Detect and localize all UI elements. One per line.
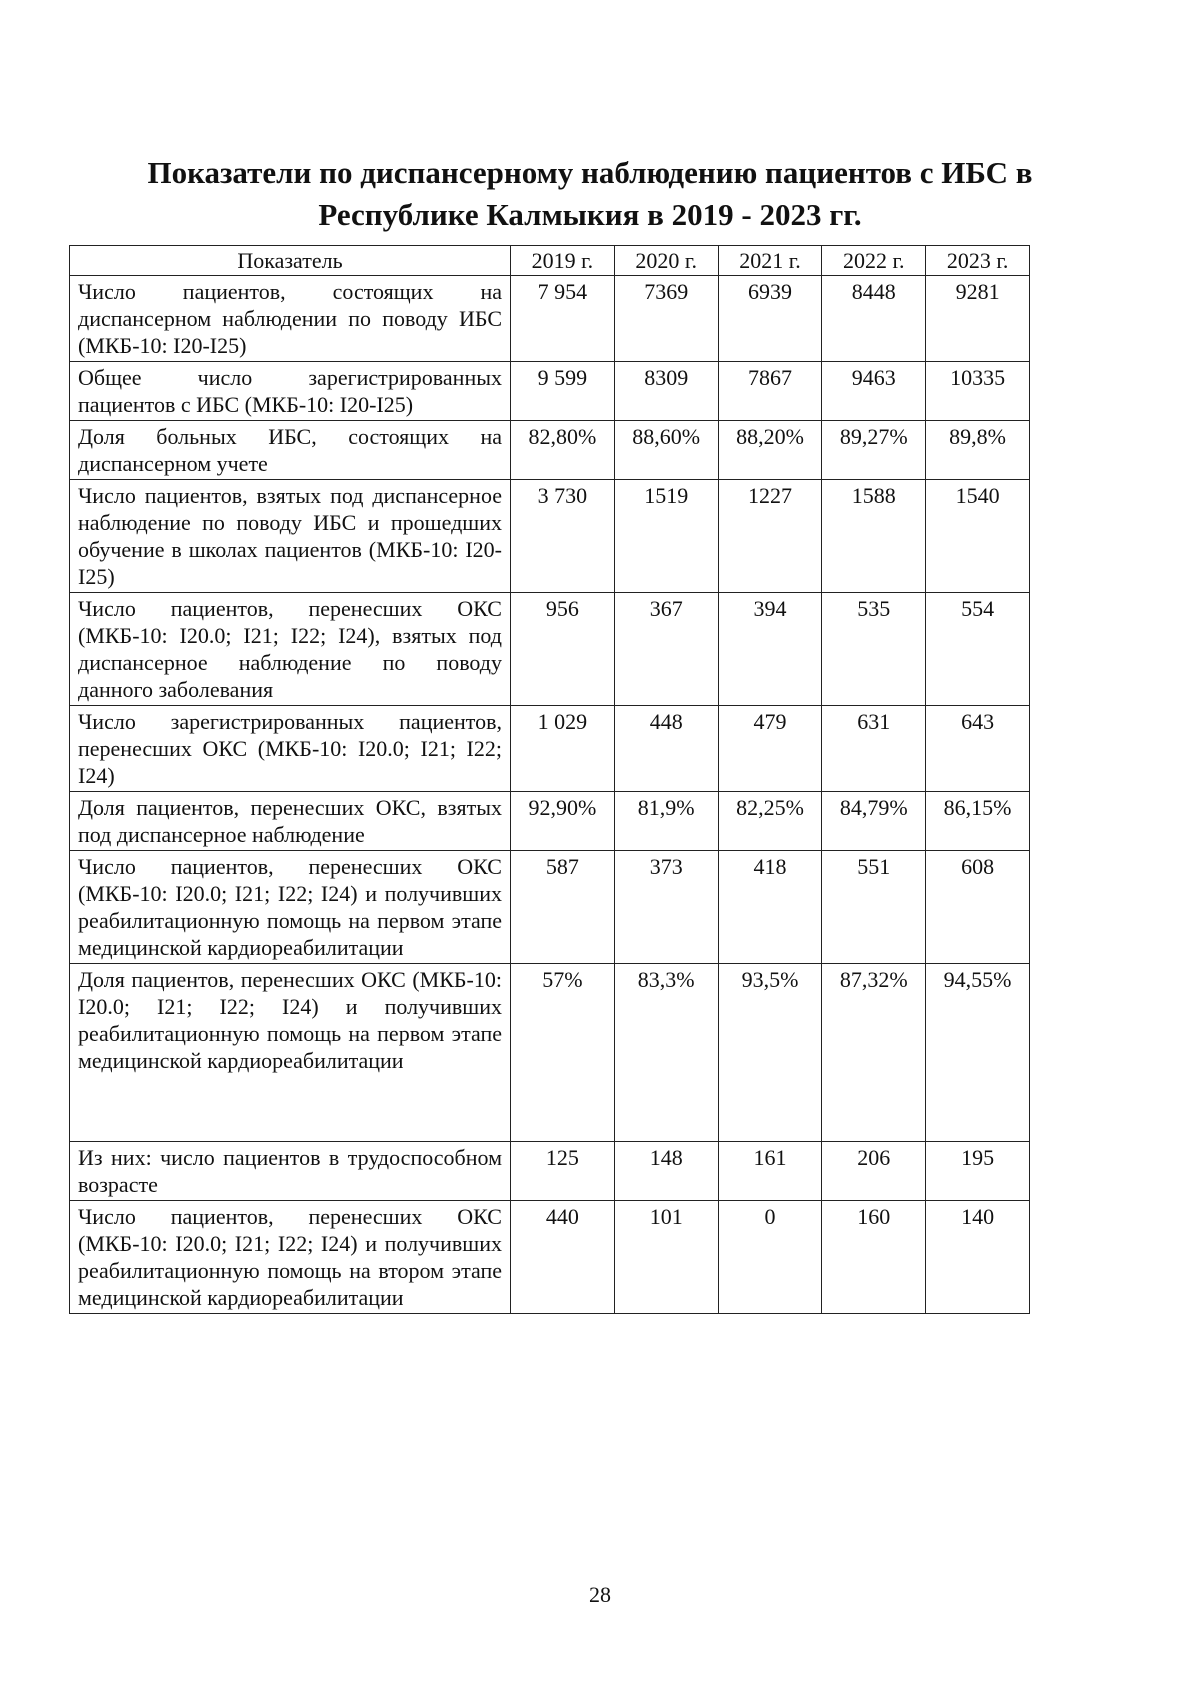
- value-cell: 89,27%: [822, 421, 926, 480]
- value-cell: 89,8%: [926, 421, 1030, 480]
- value-cell: 631: [822, 706, 926, 792]
- table-row: [70, 851, 1030, 964]
- table-row: [70, 421, 1030, 480]
- row-label: Доля пациентов, перенесших ОКС, взятых под диспансерное наблюдение: [70, 792, 511, 851]
- value-cell: 161: [718, 1142, 822, 1201]
- value-cell: 1 029: [511, 706, 615, 792]
- value-cell: 81,9%: [614, 792, 718, 851]
- value-cell: 367: [614, 593, 718, 706]
- value-cell: 373: [614, 851, 718, 964]
- table-header-row: [70, 246, 1030, 276]
- value-cell: 9 599: [511, 362, 615, 421]
- value-cell: 82,25%: [718, 792, 822, 851]
- value-cell: 9281: [926, 276, 1030, 362]
- row-label: Число пациентов, перенесших ОКС (МКБ-10: I20.0; I21; I22; I24), взятых под диспансерное наблюдение по поводу данного заболевания: [70, 593, 511, 706]
- row-label: Число пациентов, состоящих на диспансерном наблюдении по поводу ИБС (МКБ-10: I20-I25): [70, 276, 511, 362]
- value-cell: 125: [511, 1142, 615, 1201]
- value-cell: 1227: [718, 480, 822, 593]
- table-row: [70, 276, 1030, 362]
- value-cell: 394: [718, 593, 822, 706]
- value-cell: 84,79%: [822, 792, 926, 851]
- value-cell: 418: [718, 851, 822, 964]
- row-label: Доля больных ИБС, состоящих на диспансерном учете: [70, 421, 511, 480]
- value-cell: 140: [926, 1201, 1030, 1314]
- page-title-line-2: Республике Калмыкия в 2019 - 2023 гг.: [318, 197, 862, 232]
- value-cell: 93,5%: [718, 964, 822, 1142]
- page-number: 28: [589, 1582, 611, 1607]
- value-cell: 535: [822, 593, 926, 706]
- value-cell: 92,90%: [511, 792, 615, 851]
- value-cell: 1588: [822, 480, 926, 593]
- table-row: [70, 593, 1030, 706]
- row-label: Число пациентов, перенесших ОКС (МКБ-10: I20.0; I21; I22; I24) и получивших реабилитационную помощь на втором этапе медицинской кардиореабилитации: [70, 1201, 511, 1314]
- value-cell: 94,55%: [926, 964, 1030, 1142]
- value-cell: 448: [614, 706, 718, 792]
- indicators-table: [69, 245, 1030, 1314]
- value-cell: 86,15%: [926, 792, 1030, 851]
- table-row: [70, 964, 1030, 1142]
- value-cell: 440: [511, 1201, 615, 1314]
- table-row: [70, 1201, 1030, 1314]
- row-label: Из них: число пациентов в трудоспособном возрасте: [70, 1142, 511, 1201]
- table-row: [70, 706, 1030, 792]
- column-header-2023: 2023 г.: [926, 246, 1030, 276]
- value-cell: 479: [718, 706, 822, 792]
- column-header-2021: 2021 г.: [718, 246, 822, 276]
- page-title-line-1: Показатели по диспансерному наблюдению пациентов с ИБС в: [147, 155, 1033, 190]
- value-cell: 1540: [926, 480, 1030, 593]
- value-cell: 206: [822, 1142, 926, 1201]
- value-cell: 88,60%: [614, 421, 718, 480]
- value-cell: 9463: [822, 362, 926, 421]
- value-cell: 7867: [718, 362, 822, 421]
- column-header-2022: 2022 г.: [822, 246, 926, 276]
- value-cell: 554: [926, 593, 1030, 706]
- value-cell: 551: [822, 851, 926, 964]
- value-cell: 88,20%: [718, 421, 822, 480]
- value-cell: 0: [718, 1201, 822, 1314]
- value-cell: 148: [614, 1142, 718, 1201]
- value-cell: 160: [822, 1201, 926, 1314]
- table-row: [70, 480, 1030, 593]
- row-label: Число зарегистрированных пациентов, перенесших ОКС (МКБ-10: I20.0; I21; I22; I24): [70, 706, 511, 792]
- value-cell: 1519: [614, 480, 718, 593]
- column-header-indicator: Показатель: [70, 246, 511, 276]
- row-label: Общее число зарегистрированных пациентов с ИБС (МКБ-10: I20-I25): [70, 362, 511, 421]
- value-cell: 82,80%: [511, 421, 615, 480]
- table-row: [70, 362, 1030, 421]
- value-cell: 101: [614, 1201, 718, 1314]
- row-label: Число пациентов, перенесших ОКС (МКБ-10: I20.0; I21; I22; I24) и получивших реабилитационную помощь на первом этапе медицинской кардиореабилитации: [70, 851, 511, 964]
- value-cell: 8448: [822, 276, 926, 362]
- value-cell: 587: [511, 851, 615, 964]
- column-header-2019: 2019 г.: [511, 246, 615, 276]
- table-row: [70, 792, 1030, 851]
- value-cell: 10335: [926, 362, 1030, 421]
- column-header-2020: 2020 г.: [614, 246, 718, 276]
- value-cell: 57%: [511, 964, 615, 1142]
- value-cell: 6939: [718, 276, 822, 362]
- value-cell: 3 730: [511, 480, 615, 593]
- row-label: Доля пациентов, перенесших ОКС (МКБ-10: I20.0; I21; I22; I24) и получивших реабилитационную помощь на первом этапе медицинской кардиореабилитации: [70, 964, 511, 1142]
- value-cell: 8309: [614, 362, 718, 421]
- value-cell: 83,3%: [614, 964, 718, 1142]
- value-cell: 608: [926, 851, 1030, 964]
- table-row: [70, 1142, 1030, 1201]
- value-cell: 195: [926, 1142, 1030, 1201]
- value-cell: 643: [926, 706, 1030, 792]
- value-cell: 87,32%: [822, 964, 926, 1142]
- value-cell: 7 954: [511, 276, 615, 362]
- value-cell: 956: [511, 593, 615, 706]
- row-label: Число пациентов, взятых под диспансерное наблюдение по поводу ИБС и прошедших обучение в школах пациентов (МКБ-10: I20-I25): [70, 480, 511, 593]
- page-title: [110, 152, 1070, 236]
- value-cell: 7369: [614, 276, 718, 362]
